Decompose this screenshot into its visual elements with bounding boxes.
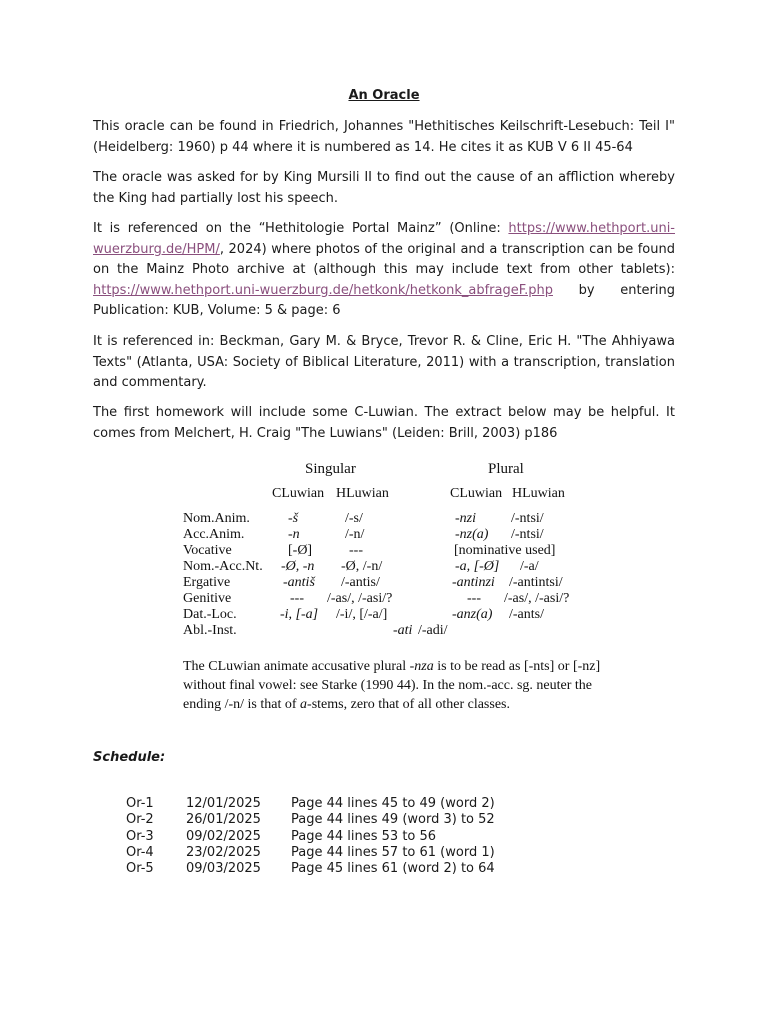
hluwian-singular-form: /-i/, [/-a/] bbox=[336, 607, 388, 622]
paragraph-purpose: The oracle was asked for by King Mursili II to find out the cause of an affliction whereby the King had partially lost his speech. bbox=[93, 170, 675, 206]
case-label: Dat.-Loc. bbox=[183, 607, 237, 622]
cluwian-singular-form: -š bbox=[288, 511, 299, 526]
case-label: Nom.Anim. bbox=[183, 511, 250, 526]
hluwian-singular-form: -Ø, /-n/ bbox=[341, 559, 383, 574]
hluwian-plural-form: /-antintsi/ bbox=[509, 575, 563, 590]
plural-hluwian-header: HLuwian bbox=[512, 486, 565, 501]
session-date: 09/02/2025 bbox=[186, 829, 261, 844]
session-date: 26/01/2025 bbox=[186, 812, 261, 827]
session-lines: Page 44 lines 57 to 61 (word 1) bbox=[291, 845, 495, 860]
cluwian-singular-form: -antiš bbox=[283, 575, 315, 590]
case-label: Abl.-Inst. bbox=[183, 623, 237, 638]
cluwian-plural-form: [nominative used] bbox=[454, 543, 556, 558]
luwian-paradigm-extract bbox=[178, 455, 608, 715]
hluwian-plural-form: /-as/, /-asi/? bbox=[504, 591, 570, 606]
paragraph-references bbox=[93, 219, 675, 322]
hpm-link[interactable]: https://www.hethport.uni-wuerzburg.de/HPM/ bbox=[93, 221, 675, 257]
case-label: Acc.Anim. bbox=[183, 527, 245, 542]
paragraph-ahhiyawa: It is referenced in: Beckman, Gary M. & Bryce, Trevor R. & Cline, Eric H. "The Ahhiyawa Texts" (Atlanta, USA: Society of Biblical Literature, 2011) with a transcription, translation and commentary. bbox=[93, 334, 675, 390]
hluwian-ablative-form: /-adi/ bbox=[418, 623, 448, 638]
cluwian-singular-form: -i, [-a] bbox=[280, 607, 319, 622]
reference-text-1: It is referenced on the “Hethitologie Portal Mainz” (Online: bbox=[93, 221, 509, 236]
hluwian-plural-form: /-ants/ bbox=[509, 607, 544, 622]
session-lines: Page 45 lines 61 (word 2) to 64 bbox=[291, 861, 495, 876]
cluwian-plural-form: --- bbox=[467, 591, 481, 606]
cluwian-singular-form: -Ø, -n bbox=[281, 559, 315, 574]
cluwian-plural-form: -nz(a) bbox=[455, 527, 489, 542]
reference-text-3: by entering Publication: KUB, Volume: 5 & page: 6 bbox=[93, 282, 675, 318]
cluwian-plural-form: -nzi bbox=[455, 511, 476, 526]
session-date: 12/01/2025 bbox=[186, 796, 261, 811]
hluwian-singular-form: /-antis/ bbox=[341, 575, 380, 590]
hetkonk-link[interactable]: https://www.hethport.uni-wuerzburg.de/hetkonk/hetkonk_abfrageF.php bbox=[93, 282, 553, 298]
plural-cluwian-header: CLuwian bbox=[450, 486, 503, 501]
plural-header: Plural bbox=[488, 461, 524, 477]
hluwian-plural-form: /-ntsi/ bbox=[511, 527, 544, 542]
case-label: Ergative bbox=[183, 575, 231, 590]
cluwian-ablative-form: -ati bbox=[393, 623, 413, 638]
session-lines: Page 44 lines 49 (word 3) to 52 bbox=[291, 812, 495, 827]
session-lines: Page 44 lines 45 to 49 (word 2) bbox=[291, 796, 495, 811]
schedule-row bbox=[0, 845, 768, 862]
page-title: An Oracle bbox=[348, 88, 420, 103]
extract-note: The CLuwian animate accusative plural -nza is to be read as [-nts] or [-nz] without final vowel: see Starke (1990 44). In the nom.-acc. sg. neuter the ending /-n/ is that of a-stems, zero that of all other classes. bbox=[183, 659, 601, 712]
session-id: Or-3 bbox=[126, 829, 154, 844]
paragraph-homework: The first homework will include some C-Luwian. The extract below may be helpful. It comes from Melchert, H. Craig "The Luwians" (Leiden: Brill, 2003) p186 bbox=[93, 405, 675, 441]
hluwian-singular-form: /-s/ bbox=[345, 511, 363, 526]
session-id: Or-5 bbox=[126, 861, 154, 876]
session-lines: Page 44 lines 53 to 56 bbox=[291, 829, 437, 844]
schedule-row bbox=[0, 829, 768, 846]
session-date: 23/02/2025 bbox=[186, 845, 261, 860]
hluwian-plural-form: /-a/ bbox=[520, 559, 539, 574]
cluwian-singular-form: --- bbox=[290, 591, 304, 606]
reference-text-2: , 2024) where photos of the original and a transcription can be found on the Mainz Photo archive at (although this may include text from other tablets): bbox=[93, 241, 675, 277]
singular-cluwian-header: CLuwian bbox=[272, 486, 325, 501]
cluwian-plural-form: -a, [-Ø] bbox=[455, 559, 500, 574]
schedule-row bbox=[0, 861, 768, 878]
cluwian-plural-form: -anz(a) bbox=[452, 607, 493, 622]
cluwian-singular-form: -n bbox=[288, 527, 300, 542]
schedule-heading: Schedule: bbox=[93, 750, 166, 765]
schedule-row bbox=[0, 812, 768, 829]
session-id: Or-4 bbox=[126, 845, 154, 860]
singular-header: Singular bbox=[305, 461, 356, 477]
session-id: Or-1 bbox=[126, 796, 154, 811]
hluwian-singular-form: /-as/, /-asi/? bbox=[327, 591, 393, 606]
case-label: Vocative bbox=[183, 543, 232, 558]
singular-hluwian-header: HLuwian bbox=[336, 486, 389, 501]
hluwian-singular-form: /-n/ bbox=[345, 527, 365, 542]
paragraph-source: This oracle can be found in Friedrich, Johannes "Hethitisches Keilschrift-Lesebuch: Teil I" (Heidelberg: 1960) p 44 where it is numbered as 14. He cites it as KUB V 6 II 45-64 bbox=[93, 119, 675, 155]
case-label: Nom.-Acc.Nt. bbox=[183, 559, 263, 574]
hluwian-plural-form: /-ntsi/ bbox=[511, 511, 544, 526]
hluwian-singular-form: --- bbox=[349, 543, 363, 558]
session-id: Or-2 bbox=[126, 812, 154, 827]
session-date: 09/03/2025 bbox=[186, 861, 261, 876]
case-label: Genitive bbox=[183, 591, 232, 606]
cluwian-singular-form: [-Ø] bbox=[288, 543, 313, 558]
cluwian-plural-form: -antinzi bbox=[452, 575, 495, 590]
schedule-row bbox=[0, 796, 768, 813]
